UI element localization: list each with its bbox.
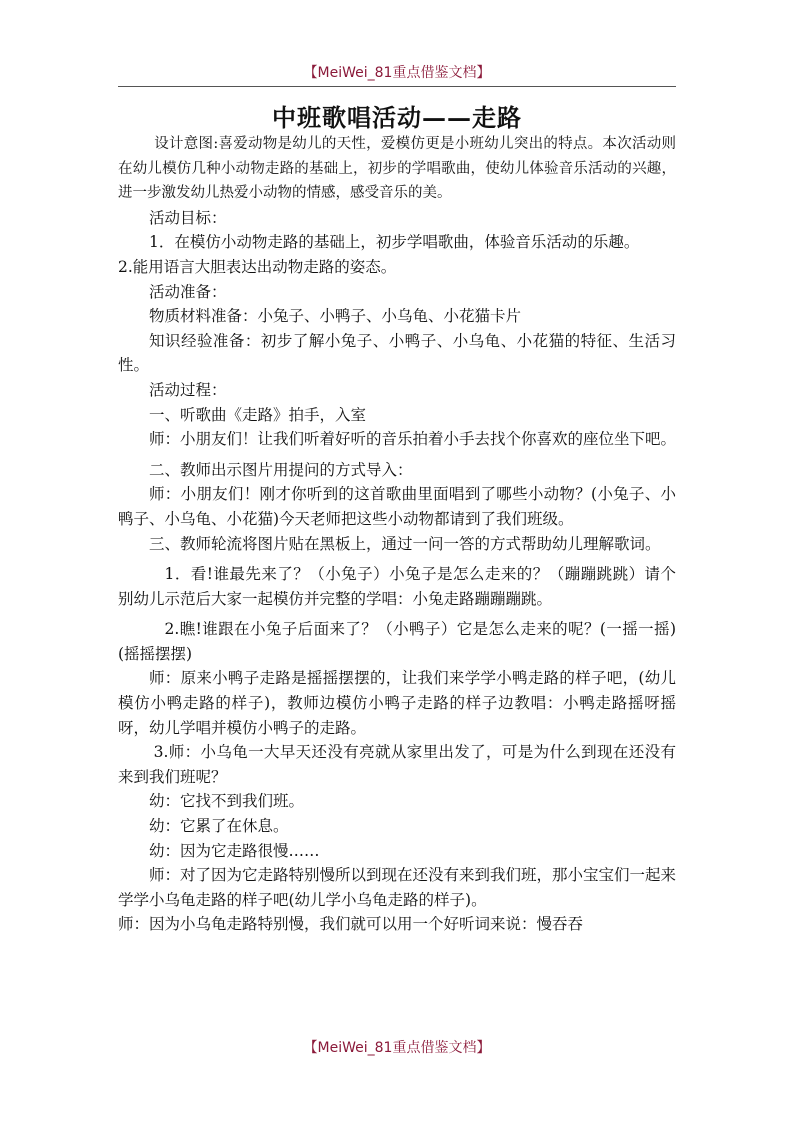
paragraph-child-answer-1: 幼：它找不到我们班。 bbox=[149, 792, 305, 811]
paragraph-child-answer-3: 幼：因为它走路很慢…… bbox=[149, 841, 320, 860]
paragraph-process-heading: 活动过程： bbox=[149, 380, 227, 399]
paragraph-step-3-item-3: 3.师：小乌龟一大早天还没有亮就从家里出发了，可是为什么到现在还没有来到我们班呢？ bbox=[118, 743, 676, 786]
paragraph-step-2-teacher: 师：小朋友们！刚才你听到的这首歌曲里面唱到了哪些小动物？(小兔子、小鸭子、小乌龟、小花猫)今天老师把这些小动物都请到了我们班级。 bbox=[118, 485, 676, 528]
paragraph-material-prep: 物质材料准备：小兔子、小鸭子、小乌龟、小花猫卡片 bbox=[149, 307, 522, 326]
paragraph-objectives-heading: 活动目标： bbox=[149, 208, 227, 227]
paragraph-step-3: 三、教师轮流将图片贴在黑板上，通过一问一答的方式帮助幼儿理解歌词。 bbox=[149, 534, 661, 553]
paragraph-objective-2: 2.能用语言大胆表达出动物走路的姿态。 bbox=[118, 257, 397, 276]
paragraph-step-1-teacher: 师：小朋友们！让我们听着好听的音乐拍着小手去找个你喜欢的座位坐下吧。 bbox=[149, 430, 677, 449]
page-footer: 【MeiWei_81重点借鉴文档】 bbox=[303, 1040, 491, 1056]
paragraph-knowledge-prep: 知识经验准备：初步了解小兔子、小鸭子、小乌龟、小花猫的特征、生活习性。 bbox=[118, 331, 676, 375]
document-title: 中班歌唱活动——走路 bbox=[272, 103, 522, 132]
paragraph-duck-teacher: 师：原来小鸭子走路是摇摇摆摆的，让我们来学学小鸭走路的样子吧，(幼儿模仿小鸭走路的样子)，教师边模仿小鸭子走路的样子边教唱：小鸭走路摇呀摇呀，幼儿学唱并模仿小鸭子的走路。 bbox=[118, 669, 676, 737]
paragraph-preparation-heading: 活动准备： bbox=[149, 282, 227, 301]
header-divider bbox=[118, 86, 676, 87]
paragraph-step-1: 一、听歌曲《走路》拍手，入室 bbox=[149, 405, 367, 424]
paragraph-turtle-teacher: 师：对了因为它走路特别慢所以到现在还没有来到我们班，那小宝宝们一起来学学小乌龟走路的样子吧(幼儿学小乌龟走路的样子)。 bbox=[118, 866, 677, 909]
paragraph-child-answer-2: 幼：它累了在休息。 bbox=[149, 817, 289, 836]
document-body bbox=[118, 132, 676, 937]
paragraph-turtle-teacher-2: 师：因为小乌龟走路特别慢，我们就可以用一个好听词来说：慢吞吞 bbox=[118, 915, 584, 934]
paragraph-design-intent: 设计意图:喜爱动物是幼儿的天性，爱模仿更是小班幼儿突出的特点。本次活动则在幼儿模仿几种小动物走路的基础上，初步的学唱歌曲，使幼儿体验音乐活动的兴趣，进一步激发幼儿热爱小动物的情感，感受音乐的美。 bbox=[118, 136, 676, 202]
paragraph-step-2: 二、教师出示图片用提问的方式导入： bbox=[149, 460, 413, 479]
paragraph-step-3-item-2: 2.瞧!谁跟在小兔子后面来了？（小鸭子）它是怎么走来的呢？(一摇一摇)(摇摇摆摆) bbox=[118, 620, 676, 663]
page-header: 【MeiWei_81重点借鉴文档】 bbox=[303, 65, 491, 81]
paragraph-objective-1: 1．在模仿小动物走路的基础上，初步学唱歌曲，体验音乐活动的乐趣。 bbox=[149, 233, 640, 252]
paragraph-step-3-item-1: 1．看!谁最先来了？（小兔子）小兔子是怎么走来的？（蹦蹦跳跳）请个别幼儿示范后大家一起模仿并完整的学唱：小兔走路蹦蹦蹦跳。 bbox=[118, 565, 676, 608]
